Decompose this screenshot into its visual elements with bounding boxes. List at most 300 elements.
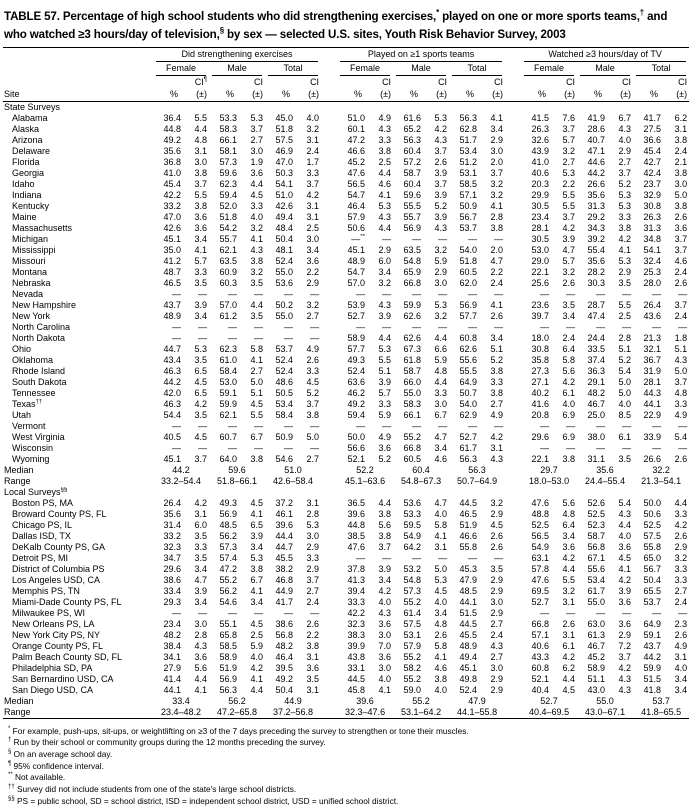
percent-value-cell: 56.3	[403, 134, 422, 145]
ci-value-cell: 4.4	[434, 332, 448, 343]
ci-value-cell: 2.9	[618, 266, 632, 277]
column-gap	[505, 289, 521, 300]
footnote	[5, 736, 689, 748]
percent-value-cell: 64.0	[219, 453, 237, 464]
ci-value-cell: 3.2	[306, 299, 320, 310]
percent-value-cell: —	[412, 321, 422, 332]
total-header	[449, 62, 505, 76]
column-gap	[321, 432, 337, 443]
percent-value-cell: 44.9	[275, 585, 293, 596]
ci-value-cell: 5.5	[618, 299, 632, 310]
percent-value-cell: 56.6	[347, 442, 366, 453]
ci-value-cell: —	[382, 233, 392, 244]
ci-value-cell: 4.2	[618, 233, 632, 244]
percent-value-cell: 59.1	[643, 629, 662, 640]
percent-value-cell: 55.2	[403, 431, 422, 442]
ci-value-cell: 4.3	[250, 244, 263, 255]
percent-value-cell: 56.5	[347, 178, 366, 189]
column-gap	[505, 476, 521, 487]
percent-value-cell: 50.9	[275, 431, 293, 442]
ci-value-cell: 3.4	[194, 596, 207, 607]
column-gap	[505, 344, 521, 355]
ci-value-cell: —	[678, 288, 688, 299]
column-gap	[321, 256, 337, 267]
column-gap	[321, 586, 337, 597]
footnote-marker: §§	[8, 795, 15, 802]
percent-value-cell: 38.6	[275, 618, 293, 629]
ci-value-cell: 3.8	[250, 453, 263, 464]
site-cell: New Hampshire	[12, 299, 77, 310]
ci-value-cell: 3.9	[434, 211, 448, 222]
ci-value-cell: 4.4	[618, 519, 632, 530]
percent-value-cell: 37.8	[347, 563, 366, 574]
percent-value-cell: 55.0	[587, 596, 606, 607]
table-row	[3, 575, 689, 586]
percent-value-cell: 32.9	[643, 189, 662, 200]
percent-value-cell: 46.9	[275, 145, 293, 156]
percent-value-cell: 46.4	[347, 200, 366, 211]
ci-value-cell: 3.5	[250, 277, 263, 288]
table-row	[3, 113, 689, 124]
percent-header: %	[209, 76, 241, 102]
ci-value-cell: 3.3	[674, 398, 688, 409]
percent-value-cell: —	[356, 552, 366, 563]
percent-value-cell: 41.5	[531, 112, 550, 123]
column-gap	[321, 168, 337, 179]
site-cell: Milwaukee PS, WI	[12, 607, 86, 618]
percent-value-cell: 39.7	[531, 310, 550, 321]
ci-value-cell: 3.9	[378, 310, 392, 321]
site-cell: Dallas ISD, TX	[12, 530, 71, 541]
column-gap	[321, 157, 337, 168]
percent-value-cell: 41.6	[531, 398, 550, 409]
percent-value-cell: 43.8	[347, 651, 366, 662]
ci-value-cell: 2.9	[490, 508, 504, 519]
site-cell: Wisconsin	[12, 442, 54, 453]
ci-value-cell: 3.7	[434, 178, 448, 189]
ci-value-cell: 5.0	[250, 376, 263, 387]
ci-value-cell: 4.4	[194, 123, 207, 134]
percent-value-cell: 57.2	[403, 156, 422, 167]
percent-value-cell: —	[228, 442, 237, 453]
column-gap	[321, 300, 337, 311]
table-row	[3, 564, 689, 575]
table-row	[3, 520, 689, 531]
percent-value-cell: 26.3	[531, 123, 550, 134]
ci-value-cell: 3.1	[194, 145, 207, 156]
percent-value-cell: 53.3	[403, 508, 422, 519]
percent-value-cell: 44.1	[643, 398, 662, 409]
percent-value-cell: 55.6	[459, 354, 478, 365]
ci-value-cell: 6.7	[250, 574, 263, 585]
ci-value-cell: 3.3	[490, 376, 504, 387]
ci-value-cell: 3.2	[378, 277, 392, 288]
ci-value-cell: 2.6	[434, 629, 448, 640]
ci-value-cell: 4.4	[434, 376, 448, 387]
percent-value-cell: 41.2	[163, 255, 181, 266]
percent-value-cell: 20.8	[531, 409, 550, 420]
ci-value-cell: 3.8	[194, 200, 207, 211]
ci-value-cell: 4.3	[378, 123, 392, 134]
ci-value-cell: 3.7	[434, 145, 448, 156]
percent-value-cell: 54.2	[219, 222, 237, 233]
column-gap	[505, 157, 521, 168]
column-gap	[321, 498, 337, 509]
ci-value-cell: 6.1	[618, 431, 632, 442]
percent-value-cell: 60.1	[347, 123, 366, 134]
ci-header: CI (±)	[481, 76, 505, 102]
percent-value-cell: 65.2	[403, 123, 422, 134]
ci-value-cell: 4.0	[618, 530, 632, 541]
percent-value-cell: 52.6	[587, 497, 606, 508]
ci-value-cell: 3.4	[562, 530, 576, 541]
percent-value-cell: 56.8	[587, 541, 606, 552]
ci-value-cell: 3.7	[306, 178, 320, 189]
percent-value-cell: 31.9	[643, 365, 662, 376]
ci-value-cell: —	[382, 420, 392, 431]
ci-value-cell: 3.3	[306, 365, 320, 376]
footnote-marker-section: §	[219, 25, 224, 35]
percent-value-cell: 46.6	[459, 530, 478, 541]
table-row	[3, 531, 689, 542]
ci-value-cell: 4.0	[378, 596, 392, 607]
percent-value-cell: 39.4	[347, 585, 366, 596]
male-header	[393, 62, 449, 76]
percent-value-cell: 44.2	[587, 167, 606, 178]
ci-value-cell: 3.1	[434, 541, 448, 552]
percent-value-cell: —	[228, 332, 237, 343]
table-row	[3, 311, 689, 322]
site-cell: Los Angeles USD, CA	[12, 574, 101, 585]
column-gap	[505, 190, 521, 201]
ci-value-cell: —	[382, 552, 392, 563]
percent-value-cell: 66.8	[531, 618, 550, 629]
ci-value-cell: 5.9	[434, 354, 448, 365]
percent-value-cell: 54.1	[643, 244, 662, 255]
percent-value-cell: 59.0	[403, 684, 422, 695]
table-row	[3, 157, 689, 168]
table-row	[3, 421, 689, 432]
percent-value-cell: 59.4	[347, 409, 366, 420]
ci-value-cell: 4.3	[674, 354, 688, 365]
percent-value-cell: 51.1	[587, 673, 606, 684]
ci-value-cell: 1.7	[306, 156, 320, 167]
site-cell: Florida	[12, 156, 40, 167]
site-cell: Broward County PS, FL	[12, 508, 107, 519]
percent-value-cell: 54.1	[275, 178, 293, 189]
percent-value-cell: 54.0	[459, 398, 478, 409]
column-gap	[505, 333, 521, 344]
ci-value-cell: 3.6	[562, 541, 576, 552]
column-gap	[321, 124, 337, 135]
median-value-cell: 33.4	[172, 695, 190, 706]
table-row	[3, 410, 689, 421]
ci-value-cell: 4.1	[618, 244, 632, 255]
column-gap	[505, 245, 521, 256]
percent-value-cell: 53.6	[403, 497, 422, 508]
ci-value-cell: 4.5	[618, 552, 632, 563]
table-row	[3, 443, 689, 454]
column-gap	[505, 641, 521, 652]
ci-value-cell: 3.2	[490, 189, 504, 200]
percent-value-cell: 45.4	[163, 178, 181, 189]
column-gap	[321, 47, 337, 62]
footnote-text: For example, push-ups, sit-ups, or weightlifting on ≥3 of the 7 days preceding the survey to strengthen or tone their muscles.	[12, 725, 469, 736]
column-gap	[505, 256, 521, 267]
ci-value-cell: 3.4	[306, 244, 320, 255]
ci-value-cell: 3.8	[434, 673, 448, 684]
ci-value-cell: 5.7	[378, 387, 392, 398]
percent-value-cell: 47.6	[531, 497, 550, 508]
ci-value-cell: 3.0	[194, 156, 207, 167]
ci-value-cell: 4.9	[674, 409, 688, 420]
percent-value-cell: 55.2	[219, 574, 237, 585]
ci-value-cell: 5.3	[562, 167, 576, 178]
ci-value-cell: 6.5	[250, 519, 263, 530]
ci-value-cell: 3.3	[306, 552, 320, 563]
range-row	[3, 707, 689, 719]
ci-value-cell: 2.9	[306, 541, 320, 552]
ci-value-cell: 3.7	[674, 376, 688, 387]
ci-value-cell: 3.9	[434, 189, 448, 200]
ci-value-cell: 2.6	[490, 530, 504, 541]
ci-value-cell: 4.7	[194, 574, 207, 585]
percent-value-cell: 56.3	[459, 453, 478, 464]
ci-value-cell: 4.1	[250, 354, 263, 365]
site-cell: DeKalb County PS, GA	[12, 541, 106, 552]
percent-value-cell: —	[284, 607, 293, 618]
ci-value-cell: 3.2	[434, 310, 448, 321]
column-gap	[505, 322, 521, 333]
percent-value-cell: 53.1	[403, 629, 422, 640]
percent-value-cell: 41.3	[347, 574, 366, 585]
percent-value-cell: 64.2	[403, 541, 422, 552]
site-cell: Michigan	[12, 233, 49, 244]
ci-value-cell: 4.8	[562, 508, 576, 519]
ci-value-cell: 4.1	[618, 563, 632, 574]
percent-value-cell: 32.4	[643, 255, 662, 266]
ci-value-cell: —	[622, 420, 632, 431]
percent-value-cell: —	[172, 288, 181, 299]
percent-value-cell: 33.5	[587, 343, 606, 354]
site-cell: Detroit PS, MI	[12, 552, 69, 563]
ci-value-cell: 3.6	[378, 442, 392, 453]
ci-value-cell: 5.3	[378, 343, 392, 354]
percent-value-cell: 31.1	[587, 453, 606, 464]
ci-value-cell: 4.4	[378, 332, 392, 343]
ci-value-cell: 3.5	[194, 409, 207, 420]
median-value-cell: 59.6	[228, 464, 246, 475]
table-row	[3, 553, 689, 564]
footnote-marker-pilcrow: ¶	[203, 75, 207, 83]
percent-value-cell: 59.9	[403, 299, 422, 310]
percent-value-cell: 43.4	[163, 354, 181, 365]
percent-value-cell: 30.8	[531, 343, 550, 354]
ci-value-cell: 6.4	[562, 343, 576, 354]
ci-value-cell: —	[678, 607, 688, 618]
percent-value-cell: 65.8	[219, 629, 237, 640]
ci-value-cell: 2.6	[674, 211, 688, 222]
ci-value-cell: 2.0	[490, 156, 504, 167]
percent-value-cell: 25.3	[643, 266, 662, 277]
percent-value-cell: 27.3	[531, 365, 550, 376]
site-cell: Delaware	[12, 145, 51, 156]
ci-value-cell: 4.0	[434, 508, 448, 519]
ci-value-cell: 5.1	[250, 387, 263, 398]
table-row	[3, 190, 689, 201]
percent-value-cell: 57.9	[403, 640, 422, 651]
median-value-cell: 56.3	[468, 464, 486, 475]
ci-value-cell: 4.6	[434, 662, 448, 673]
percent-value-cell: 54.8	[403, 574, 422, 585]
percent-value-cell: 52.7	[347, 310, 366, 321]
percent-value-cell: 49.2	[275, 673, 293, 684]
ci-value-cell: 2.0	[490, 244, 504, 255]
percent-value-cell: 52.5	[587, 508, 606, 519]
ci-value-cell: 2.8	[618, 332, 632, 343]
ci-value-cell: 3.8	[674, 134, 688, 145]
percent-value-cell: 57.3	[219, 541, 237, 552]
median-value-cell: 52.7	[540, 695, 558, 706]
percent-value-cell: 56.9	[459, 299, 478, 310]
ci-value-cell: 5.1	[618, 343, 632, 354]
percent-value-cell: 57.0	[347, 277, 366, 288]
ci-value-cell: 4.3	[378, 607, 392, 618]
column-gap	[505, 366, 521, 377]
percent-value-cell: 57.0	[219, 299, 237, 310]
ci-value-cell: 6.0	[378, 255, 392, 266]
ci-value-cell: 3.2	[434, 244, 448, 255]
ci-value-cell: 4.5	[194, 376, 207, 387]
column-gap	[505, 542, 521, 553]
column-gap	[321, 421, 337, 432]
percent-value-cell: —	[412, 288, 422, 299]
ci-value-cell: —	[566, 442, 576, 453]
ci-value-cell: 4.6	[434, 453, 448, 464]
site-cell: Nebraska	[12, 277, 51, 288]
percent-value-cell: 20.3	[531, 178, 550, 189]
median-label: Median	[4, 695, 34, 706]
ci-value-cell: 4.1	[490, 112, 504, 123]
ci-value-cell: 3.7	[562, 211, 576, 222]
percent-value-cell: 22.1	[531, 453, 550, 464]
percent-value-cell: —	[596, 420, 606, 431]
ci-value-cell: —	[494, 233, 504, 244]
percent-value-cell: 31.3	[643, 222, 662, 233]
percent-value-cell: 55.7	[403, 211, 422, 222]
percent-value-cell: 53.7	[459, 222, 478, 233]
percent-value-cell: 45.0	[275, 112, 293, 123]
ci-value-cell: 3.0	[434, 398, 448, 409]
percent-value-cell: 52.7	[459, 431, 478, 442]
footnote	[5, 748, 689, 760]
percent-value-cell: 45.1	[459, 662, 478, 673]
table-header	[3, 47, 689, 101]
percent-value-cell: 26.6	[643, 453, 662, 464]
percent-value-cell: —	[356, 288, 366, 299]
ci-value-cell: 2.1	[674, 156, 688, 167]
percent-value-cell: 44.5	[347, 673, 366, 684]
ci-value-cell: 4.9	[306, 343, 320, 354]
ci-value-cell: 3.4	[250, 541, 263, 552]
site-cell: North Dakota	[12, 332, 66, 343]
percent-value-cell: 56.3	[459, 112, 478, 123]
ci-value-cell: 4.7	[562, 244, 576, 255]
ci-value-cell: 4.6	[674, 255, 688, 266]
ci-value-cell: 5.3	[306, 519, 320, 530]
median-label: Median	[4, 464, 34, 475]
percent-value-cell: 50.4	[275, 233, 293, 244]
ci-value-cell: 6.1	[562, 640, 576, 651]
percent-value-cell: 66.8	[403, 442, 422, 453]
percent-value-cell: —	[356, 420, 366, 431]
footnote-marker: *	[8, 725, 11, 732]
column-gap	[505, 47, 521, 62]
percent-value-cell: 37.4	[587, 354, 606, 365]
percent-value-cell: 41.7	[643, 112, 662, 123]
footnote-marker: ¶	[8, 760, 12, 767]
ci-value-cell: 3.4	[562, 310, 576, 321]
ci-value-cell: 4.9	[674, 640, 688, 651]
table-row	[3, 201, 689, 212]
ci-value-cell: 5.2	[434, 200, 448, 211]
column-gap	[505, 62, 521, 76]
percent-value-cell: 43.3	[531, 651, 550, 662]
percent-value-cell: 42.2	[163, 189, 181, 200]
column-gap	[321, 564, 337, 575]
percent-value-cell: 55.4	[587, 244, 606, 255]
ci-value-cell: —	[438, 552, 448, 563]
ci-value-cell: 3.8	[306, 640, 320, 651]
ci-value-cell: 3.7	[618, 167, 632, 178]
percent-value-cell: 47.1	[587, 145, 606, 156]
ci-value-cell: 3.6	[618, 541, 632, 552]
percent-value-cell: —	[540, 321, 550, 332]
site-cell: Ohio	[12, 343, 32, 354]
percent-value-cell: —	[652, 420, 662, 431]
ci-value-cell: 7.6	[562, 112, 576, 123]
percent-value-cell: 39.2	[587, 233, 606, 244]
percent-value-cell: 50.3	[275, 167, 293, 178]
ci-value-cell: 5.3	[194, 343, 207, 354]
percent-value-cell: 23.4	[531, 211, 550, 222]
ci-value-cell: 3.3	[250, 200, 263, 211]
column-gap	[505, 443, 521, 454]
percent-value-cell: 28.1	[531, 222, 550, 233]
ci-value-cell: 3.7	[194, 453, 207, 464]
ci-value-cell: 4.8	[674, 387, 688, 398]
percent-value-cell: —	[228, 288, 237, 299]
female-header	[521, 62, 577, 76]
column-gap	[321, 62, 337, 76]
ci-value-cell: 4.3	[434, 222, 448, 233]
ci-value-cell: 3.5	[194, 530, 207, 541]
percent-value-cell: —	[228, 607, 237, 618]
table-row	[3, 454, 689, 465]
percent-value-cell: 58.2	[403, 662, 422, 673]
ci-value-cell: 3.4	[194, 310, 207, 321]
percent-value-cell: 58.4	[275, 409, 293, 420]
ci-value-cell: —	[566, 420, 576, 431]
ci-value-cell: 3.8	[674, 200, 688, 211]
ci-value-cell: 3.0	[194, 618, 207, 629]
median-value-cell: 51.0	[284, 464, 302, 475]
median-value-cell: 60.4	[412, 464, 430, 475]
table-row	[3, 212, 689, 223]
percent-value-cell: 28.7	[587, 299, 606, 310]
percent-value-cell: 59.5	[403, 519, 422, 530]
ci-value-cell: 4.3	[378, 299, 392, 310]
